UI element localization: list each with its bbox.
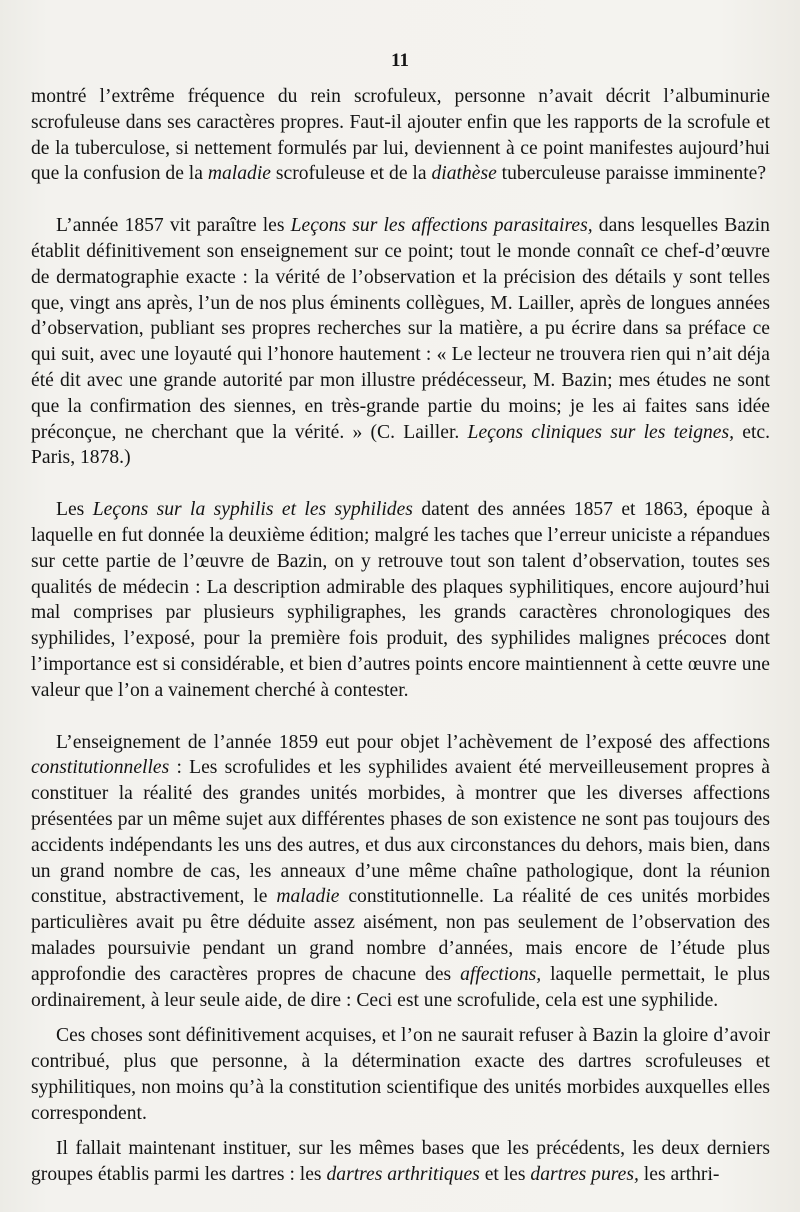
text-run: montré l’extrême fréquence du rein scrofuleux, personne n’avait décrit l’albuminurie scrofuleuse dans ses caractères propres. Faut-il ajouter enfin que les rapports de la scrofule et de la tuberculose, si nettement formulés par lui, deviennent à ce point manifestes aujourd’hui que la confusion de la xyxy=(31,86,770,185)
italic-text: Leçons cliniques sur les teignes, xyxy=(467,421,735,443)
italic-text: maladie xyxy=(207,163,271,185)
italic-text: constitutionnelles xyxy=(31,757,170,779)
italic-text: Leçons sur les affections parasitaires, xyxy=(290,215,593,237)
text-run: dans lesquelles Bazin établit définitivement son enseignement sur ce point; tout le monde connaît ce chef-d’œuvre de dermatographie exacte : la vérité de l’observation et la précision des détails y sont telles que, vingt ans après, l’un de nos plus éminents collègues, M. Lailler, après de longues années d’observation, publiant ses propres recherches sur la matière, a pu écrire dans sa préface ce qui suit, avec une loyauté qui l’honore hautement : « Le lecteur ne trouvera rien qui n’ait déja été dit avec une grande autorité par mon illustre prédécesseur, M. Bazin; mes études ne sont que la confirmation des siennes, en très-grande partie du moins; je les ai faites sans idée préconçue, ne cherchant que la vérité. » (C. Lailler. xyxy=(31,215,770,443)
paragraph-3 xyxy=(31,497,770,703)
text-run: etc. Paris, 1878.) xyxy=(31,421,771,469)
paragraph-5 xyxy=(31,1023,770,1126)
text-run: les arthri- xyxy=(638,1164,720,1186)
page-number: 11 xyxy=(391,50,409,71)
paragraph-2 xyxy=(31,213,770,471)
italic-text: affections, xyxy=(460,963,542,985)
body-text xyxy=(31,84,770,1188)
italic-text: dartres pures, xyxy=(530,1164,639,1186)
italic-text: Leçons sur la syphilis et les syphilides xyxy=(92,499,413,521)
paragraph-1 xyxy=(31,84,770,187)
text-run: constitutionnelle. La réalité de ces unités morbides particulières avait pu être déduite assez aisément, non pas seulement de l’observation des malades poursuivie pendant un grand nombre d’années, mais encore de l’étude plus approfondie des caractères propres de chacune des xyxy=(31,886,770,985)
italic-text: maladie xyxy=(276,886,340,908)
text-run: Il fallait maintenant instituer, sur les mêmes bases que les précédents, les deux derniers groupes établis parmi les dartres : les xyxy=(31,1138,770,1186)
text-run: : Les scrofulides et les syphilides avaient été merveilleusement propres à constituer la réalité des grandes unités morbides, à montrer que les diverses affections présentées par un même sujet aux différentes phases de son existence ne sont pas toujours des accidents indépendants les uns des autres, et dus aux circonstances du dehors, mais bien, dans un grand nombre de cas, les anneaux d’une même chaîne pathologique, dont la réunion constitue, abstractivement, le xyxy=(31,757,770,908)
text-run: L’année 1857 vit paraître les xyxy=(56,215,291,237)
text-run: laquelle permettait, le plus ordinairement, à leur seule aide, de dire : Ceci est une scrofulide, cela est une syphilide. xyxy=(31,963,770,1011)
italic-text: diathèse xyxy=(431,163,497,185)
text-run: datent des années 1857 et 1863, époque à laquelle en fut donnée la deuxième édition; malgré les taches que l’erreur uniciste a répandues sur cette partie de l’œuvre de Bazin, on y retrouve tout son talent d’observation, toutes ses qualités de médecin : La description admirable des plaques syphilitiques, encore aujourd’hui mal comprises par plusieurs syphiligraphes, les grands caractères chronologiques des syphilides, l’exposé, pour la première fois produit, des syphilides malignes précoces dont l’importance est si considérable, et bien d’autres points encore maintiennent à cette œuvre une valeur que l’on a vainement cherché à contester. xyxy=(31,499,770,701)
paragraph-6 xyxy=(31,1136,770,1188)
text-run: Ces choses sont définitivement acquises, et l’on ne saurait refuser à Bazin la gloire d’avoir contribué, plus que personne, à la détermination exacte des dartres scrofuleuses et syphilitiques, non moins qu’à la constitution scientifique des unités morbides auxquelles elles correspondent. xyxy=(31,1025,770,1124)
text-run: scrofuleuse et de la xyxy=(270,163,432,185)
italic-text: dartres arthritiques xyxy=(326,1164,480,1186)
text-run: L’enseignement de l’année 1859 eut pour objet l’achèvement de l’exposé des affections xyxy=(56,731,770,753)
text-run: Les xyxy=(56,499,93,521)
text-run: et les xyxy=(479,1164,531,1186)
text-run: tuberculeuse paraisse imminente? xyxy=(496,163,767,185)
paragraph-4 xyxy=(31,730,770,1014)
